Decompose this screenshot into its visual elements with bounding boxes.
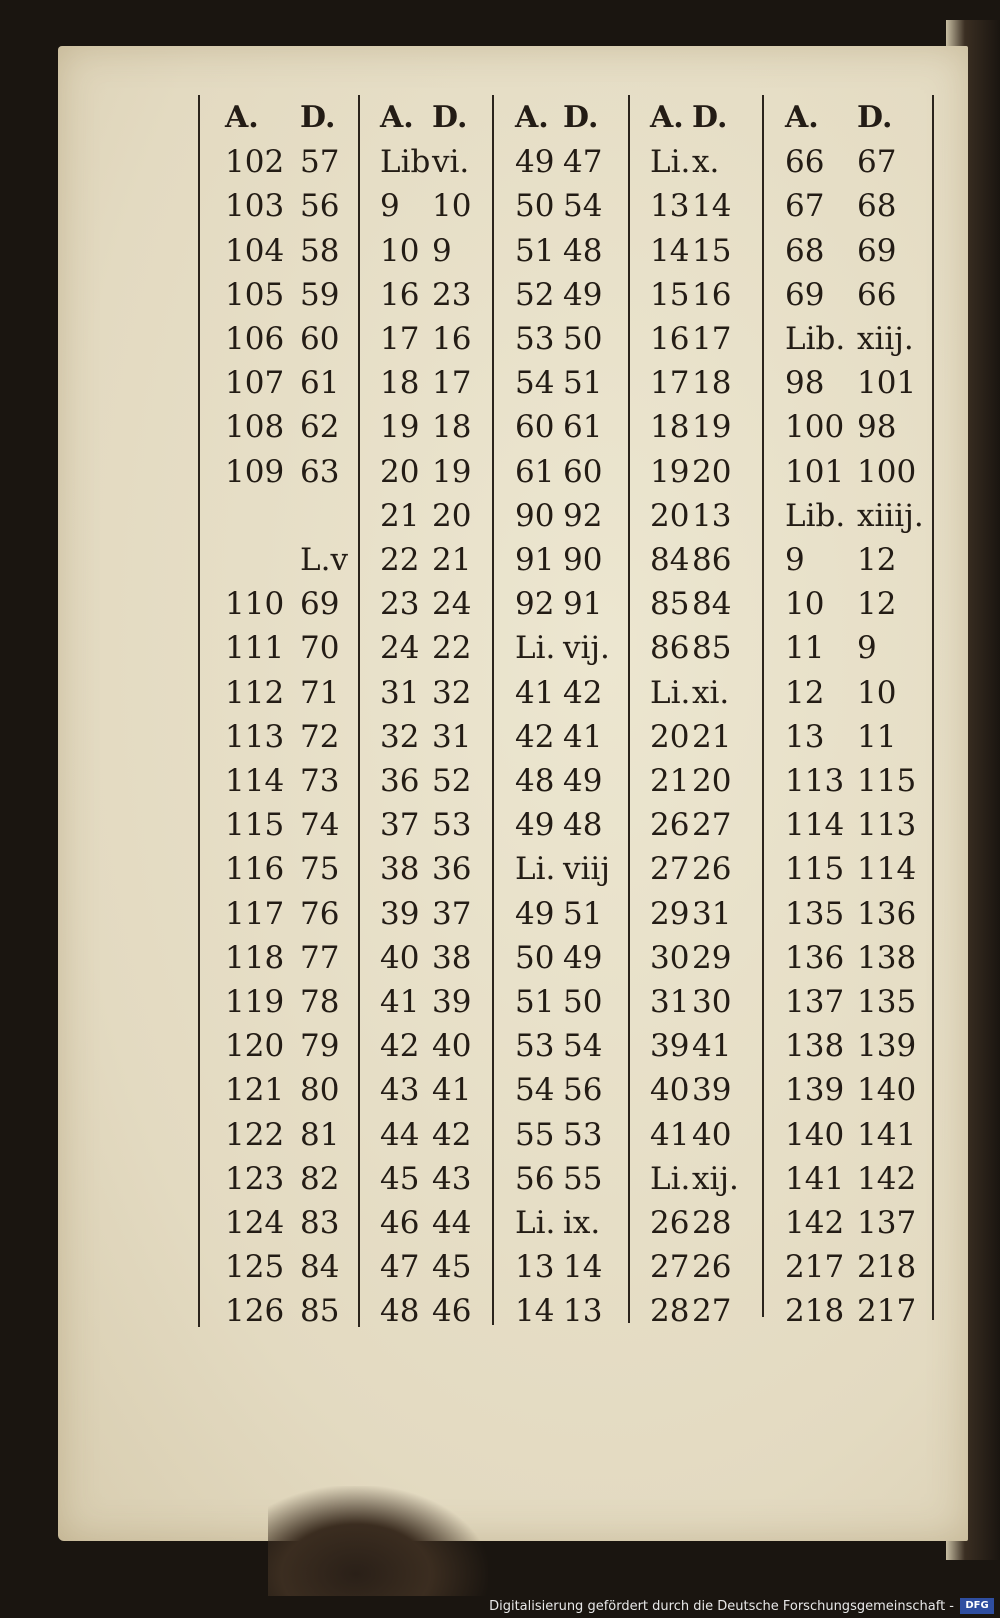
cell-d: 74 [300,807,340,844]
cell-a: 113 [785,763,845,799]
header-d: D. [563,100,599,135]
header-d: D. [692,100,728,135]
cell-a: Lib. [785,497,846,534]
cell-d: 9 [857,630,877,667]
cell-a: 17 [380,321,420,357]
column-rule [198,95,200,1327]
cell-d: 59 [300,276,340,313]
cell-a: 104 [225,232,285,269]
cell-a: Li. [515,851,556,888]
cell-a: 141 [785,1160,845,1197]
cell-d: 115 [857,763,917,799]
cell-a: 11 [785,630,825,667]
cell-a: 28 [650,1293,690,1330]
cell-d: 41 [432,1072,472,1109]
cell-d: 42 [432,1116,472,1153]
cell-d: 20 [692,453,732,490]
cell-a: 90 [515,497,555,534]
cell-a: 41 [515,674,555,711]
cell-d: 27 [692,807,732,844]
cell-d: 18 [432,409,472,446]
cell-d: 18 [692,365,732,402]
cell-d: vij. [563,630,610,667]
cell-d: 9 [432,232,452,269]
cell-a: 31 [380,674,420,711]
cell-a: Li. [515,630,556,667]
cell-a: 120 [225,1028,285,1065]
cell-a: 109 [225,453,285,490]
cell-a: 14 [650,232,690,269]
cell-d: 78 [300,984,340,1020]
cell-d: 61 [563,409,603,446]
cell-a: 42 [515,718,555,755]
cell-d: 48 [563,232,603,269]
cell-a: 101 [785,453,845,490]
cell-a: Li. [515,1205,556,1241]
cell-d: 10 [432,188,472,225]
cell-d: 41 [563,718,603,755]
column-rule [762,95,764,1317]
cell-a: 30 [650,939,690,976]
cell-d: 16 [432,321,472,357]
table-column [370,0,492,1330]
cell-a: 113 [225,718,285,755]
cell-d: 82 [300,1160,340,1197]
cell-a: 137 [785,984,845,1020]
cell-d: 72 [300,718,340,755]
cell-d: 69 [300,586,340,623]
cell-d: 84 [300,1249,340,1286]
header-a: A. [650,100,684,135]
cell-a: 107 [225,365,285,402]
cell-a: 10 [785,586,825,623]
cell-d: 48 [563,807,603,844]
cell-d: 14 [692,188,732,225]
cell-a: 66 [785,144,825,181]
cell-d: 67 [857,144,897,181]
cell-a: 54 [515,1072,555,1109]
cell-d: 19 [432,453,472,490]
cell-a: 37 [380,807,420,844]
cell-a: 45 [380,1160,420,1197]
cell-a: 44 [380,1116,420,1153]
cell-d: 16 [692,276,732,313]
cell-a: 19 [650,453,690,490]
header-d: D. [432,100,468,135]
cell-a: 54 [515,365,555,402]
cell-d: 60 [563,453,603,490]
cell-d: 80 [300,1072,340,1109]
cell-a: 48 [515,763,555,799]
cell-d: 20 [692,763,732,799]
cell-d: 81 [300,1116,340,1153]
cell-a: 41 [650,1116,690,1153]
table-column [215,0,355,1330]
cell-d: 58 [300,232,340,269]
cell-a: 32 [380,718,420,755]
cell-a: 18 [650,409,690,446]
cell-d: 10 [857,674,897,711]
cell-d: 63 [300,453,340,490]
cell-a: 123 [225,1160,285,1197]
cell-a: 39 [380,895,420,932]
cell-a: 135 [785,895,845,932]
cell-d: 218 [857,1249,917,1286]
cell-d: 136 [857,895,917,932]
cell-d: 20 [432,497,472,534]
cell-a: 125 [225,1249,285,1286]
cell-d: 217 [857,1293,917,1330]
cell-a: 9 [380,188,400,225]
header-a: A. [515,100,549,135]
cell-d: xij. [692,1160,739,1197]
cell-d: 84 [692,586,732,623]
cell-d: 90 [563,542,603,578]
cell-a: 119 [225,984,285,1020]
cell-d: 47 [563,144,603,181]
cell-d: 12 [857,586,897,623]
cell-a: 55 [515,1116,555,1153]
cell-a: 53 [515,321,555,357]
cell-d: 113 [857,807,917,844]
cell-d: xiiij. [857,497,924,534]
cell-a: 103 [225,188,285,225]
cell-d: 138 [857,939,917,976]
cell-a: 13 [785,718,825,755]
cell-a: 23 [380,586,420,623]
cell-a: Lib. [785,321,846,357]
cell-d: 86 [692,542,732,578]
cell-a: 10 [380,232,420,269]
cell-d: 28 [692,1205,732,1241]
cell-d: 71 [300,674,340,711]
cell-d: 49 [563,939,603,976]
cell-d: 30 [692,984,732,1020]
cell-a: 112 [225,674,285,711]
cell-a: 110 [225,586,285,623]
cell-a: 106 [225,321,285,357]
cell-a: 50 [515,939,555,976]
cell-a: Li. [650,144,691,181]
cell-d: 39 [692,1072,732,1109]
cell-d: 68 [857,188,897,225]
cell-d: 13 [692,497,732,534]
cell-a: 91 [515,542,555,578]
cell-a: 49 [515,807,555,844]
cell-a: 50 [515,188,555,225]
cell-a: 52 [515,276,555,313]
cell-d: viij [563,851,610,888]
cell-d: 135 [857,984,917,1020]
cell-d: 23 [432,276,472,313]
cell-d: 11 [857,718,897,755]
cell-d: 15 [692,232,732,269]
cell-a: 136 [785,939,845,976]
cell-d: 79 [300,1028,340,1065]
cell-d: 91 [563,586,603,623]
cell-a: 111 [225,630,285,667]
cell-a: 218 [785,1293,845,1330]
cell-a: 118 [225,939,285,976]
cell-d: 21 [692,718,732,755]
cell-d: 17 [692,321,732,357]
cell-d: 73 [300,763,340,799]
digitization-credit: Digitalisierung gefördert durch die Deutsche Forschungsgemeinschaft - [489,1599,954,1614]
cell-a: 14 [515,1293,555,1330]
cell-a: 84 [650,542,690,578]
cell-d: 56 [300,188,340,225]
cell-d: 50 [563,984,603,1020]
column-rule [628,95,630,1323]
cell-d: 32 [432,674,472,711]
cell-d: 56 [563,1072,603,1109]
cell-d: 43 [432,1160,472,1197]
cell-a: 51 [515,984,555,1020]
cell-d: 70 [300,630,340,667]
cell-d: 45 [432,1249,472,1286]
cell-d: 26 [692,1249,732,1286]
cell-d: 98 [857,409,897,446]
cell-d: 66 [857,276,897,313]
cell-a: 217 [785,1249,845,1286]
cell-d: 46 [432,1293,472,1330]
cell-a: 85 [650,586,690,623]
cell-a: 13 [515,1249,555,1286]
cell-d: 137 [857,1205,917,1241]
cell-a: 115 [225,807,285,844]
cell-d: 40 [692,1116,732,1153]
header-a: A. [225,100,259,135]
cell-d: 13 [563,1293,603,1330]
cell-d: 52 [432,763,472,799]
cell-d: x. [692,144,720,181]
cell-d: 61 [300,365,340,402]
cell-d: 40 [432,1028,472,1065]
cell-a: 102 [225,144,285,181]
cell-d: 92 [563,497,603,534]
cell-a: 38 [380,851,420,888]
cell-d: 101 [857,365,917,402]
cell-a: 27 [650,1249,690,1286]
cell-d: 22 [432,630,472,667]
cell-a: Li. [650,1160,691,1197]
cell-a: 16 [380,276,420,313]
cell-d: 69 [857,232,897,269]
cell-a: 21 [380,497,420,534]
cell-a: 116 [225,851,285,888]
cell-a: Lib [380,144,431,181]
cell-d: 41 [692,1028,732,1065]
cell-a: 60 [515,409,555,446]
cell-d: 140 [857,1072,917,1109]
cell-d: xi. [692,674,730,711]
cell-a: 53 [515,1028,555,1065]
cell-d: 26 [692,851,732,888]
cell-a: 114 [225,763,285,799]
cell-a: 20 [380,453,420,490]
cell-a: 86 [650,630,690,667]
cell-d: 31 [432,718,472,755]
cell-a: 140 [785,1116,845,1153]
cell-a: 40 [380,939,420,976]
header-d: D. [857,100,893,135]
cell-a: 22 [380,542,420,578]
cell-d: 21 [432,542,472,578]
cell-a: 19 [380,409,420,446]
cell-a: 20 [650,497,690,534]
cell-a: 61 [515,453,555,490]
cell-d: 38 [432,939,472,976]
cell-d: L.v [300,542,348,578]
column-rule [932,95,934,1320]
cell-a: 51 [515,232,555,269]
cell-d: 49 [563,763,603,799]
cell-d: ix. [563,1205,601,1241]
cell-a: Li. [650,674,691,711]
cell-d: 76 [300,895,340,932]
cell-a: 29 [650,895,690,932]
table-column [775,0,925,1330]
cell-a: 12 [785,674,825,711]
cell-a: 40 [650,1072,690,1109]
cell-a: 27 [650,851,690,888]
cell-a: 126 [225,1293,285,1330]
cell-d: 49 [563,276,603,313]
header-a: A. [785,100,819,135]
cell-a: 138 [785,1028,845,1065]
cell-d: 17 [432,365,472,402]
cell-a: 121 [225,1072,285,1109]
cell-a: 9 [785,542,805,578]
cell-d: 54 [563,1028,603,1065]
dfg-logo: DFG [960,1598,994,1614]
cell-d: 100 [857,453,917,490]
cell-a: 92 [515,586,555,623]
cell-d: 42 [563,674,603,711]
cell-a: 117 [225,895,285,932]
cell-a: 114 [785,807,845,844]
cell-a: 105 [225,276,285,313]
cell-a: 43 [380,1072,420,1109]
cell-d: 141 [857,1116,917,1153]
cell-a: 49 [515,144,555,181]
cell-d: 19 [692,409,732,446]
cell-d: 50 [563,321,603,357]
cell-d: 12 [857,542,897,578]
cell-d: vi. [432,144,470,181]
cell-d: 83 [300,1205,340,1241]
cell-d: 14 [563,1249,603,1286]
cell-d: 53 [432,807,472,844]
cell-a: 142 [785,1205,845,1241]
cell-a: 18 [380,365,420,402]
cell-d: 114 [857,851,917,888]
cell-d: xiij. [857,321,914,357]
column-rule [492,95,494,1325]
cell-d: 51 [563,895,603,932]
cell-a: 48 [380,1293,420,1330]
cell-d: 142 [857,1160,917,1197]
cell-a: 15 [650,276,690,313]
cell-a: 26 [650,807,690,844]
cell-d: 39 [432,984,472,1020]
cell-a: 139 [785,1072,845,1109]
cell-d: 24 [432,586,472,623]
cell-a: 69 [785,276,825,313]
cell-a: 47 [380,1249,420,1286]
cell-a: 100 [785,409,845,446]
table-column [640,0,762,1330]
cell-a: 20 [650,718,690,755]
cell-d: 53 [563,1116,603,1153]
cell-d: 54 [563,188,603,225]
cell-d: 51 [563,365,603,402]
cell-d: 44 [432,1205,472,1241]
cell-d: 27 [692,1293,732,1330]
cell-a: 31 [650,984,690,1020]
cell-a: 16 [650,321,690,357]
cell-a: 108 [225,409,285,446]
cell-d: 62 [300,409,340,446]
cell-a: 49 [515,895,555,932]
cell-d: 57 [300,144,340,181]
cell-a: 26 [650,1205,690,1241]
cell-a: 41 [380,984,420,1020]
table-column [505,0,627,1330]
cell-a: 56 [515,1160,555,1197]
cell-a: 17 [650,365,690,402]
cell-a: 42 [380,1028,420,1065]
cell-a: 68 [785,232,825,269]
cell-d: 75 [300,851,340,888]
cell-a: 115 [785,851,845,888]
cell-d: 37 [432,895,472,932]
cell-d: 29 [692,939,732,976]
cell-a: 122 [225,1116,285,1153]
cell-a: 24 [380,630,420,667]
header-d: D. [300,100,336,135]
cell-a: 13 [650,188,690,225]
column-rule [358,95,360,1327]
page-damage [268,1486,488,1596]
cell-a: 124 [225,1205,285,1241]
cell-a: 39 [650,1028,690,1065]
cell-d: 85 [692,630,732,667]
cell-d: 31 [692,895,732,932]
cell-d: 36 [432,851,472,888]
cell-a: 21 [650,763,690,799]
cell-d: 85 [300,1293,340,1330]
cell-d: 60 [300,321,340,357]
cell-a: 67 [785,188,825,225]
cell-d: 55 [563,1160,603,1197]
cell-a: 46 [380,1205,420,1241]
header-a: A. [380,100,414,135]
cell-a: 36 [380,763,420,799]
cell-d: 139 [857,1028,917,1065]
cell-a: 98 [785,365,825,402]
cell-d: 77 [300,939,340,976]
